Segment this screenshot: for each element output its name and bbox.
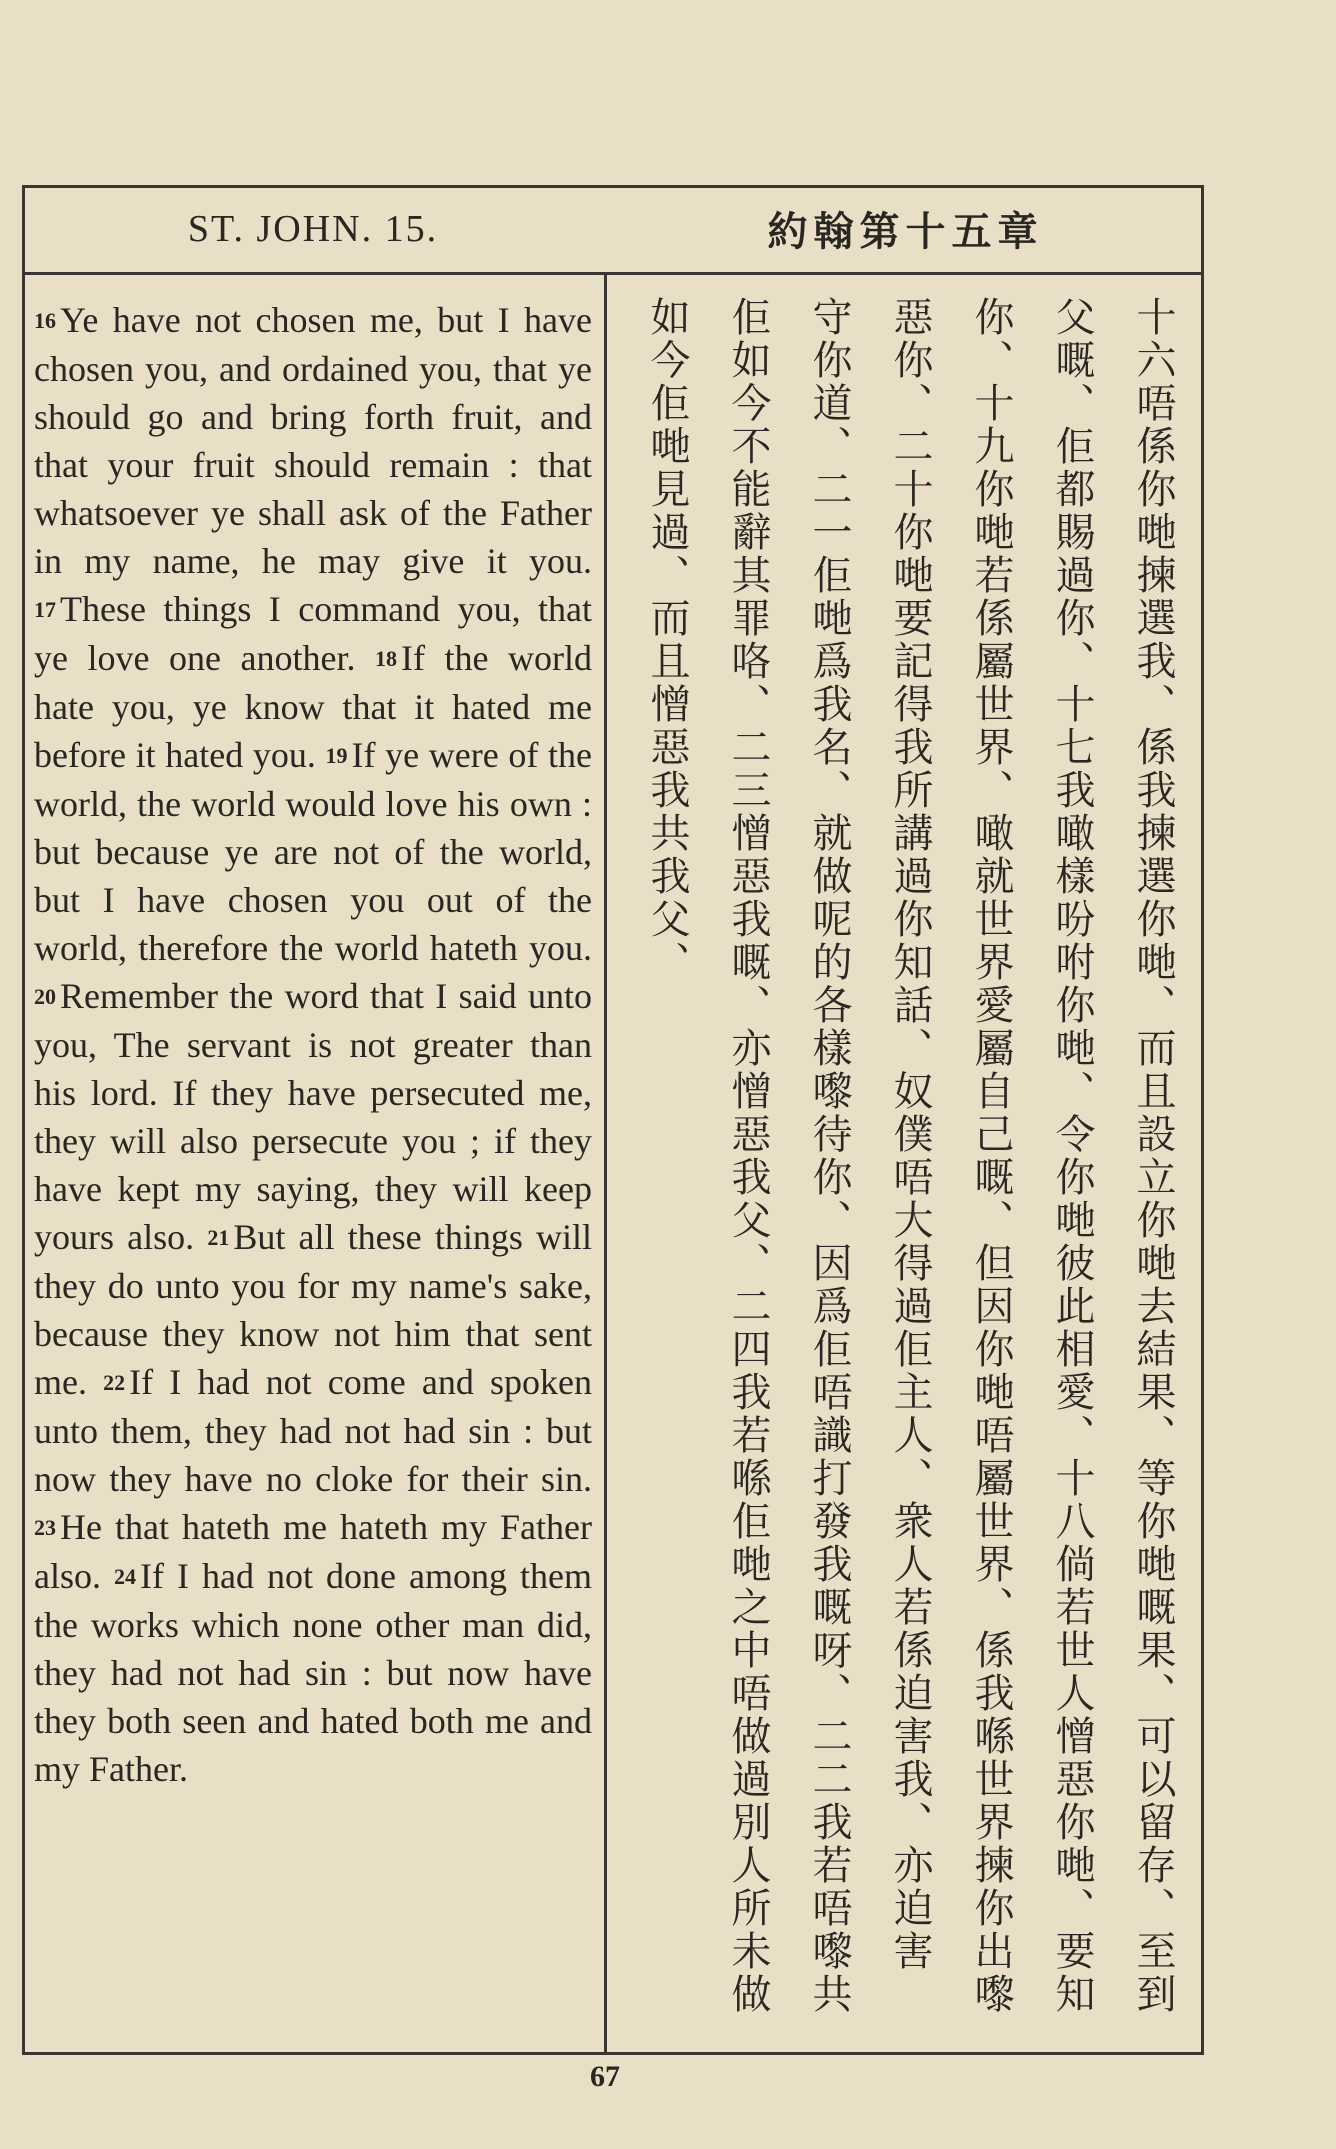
verse-text: He that hateth me hateth my Father also. xyxy=(34,1507,592,1596)
verse-number: 22 xyxy=(103,1370,126,1395)
verse-number: 23 xyxy=(34,1515,56,1540)
page-number: 67 xyxy=(590,2060,620,2093)
english-header-title: ST. JOHN. 15. xyxy=(187,207,439,250)
verse-16 xyxy=(34,300,592,581)
chinese-line-3: 你、十九你哋若係屬世界、噉就世界愛屬自己嘅、但因你哋唔屬世界、係我喺世界揀你出嚟 xyxy=(968,296,1014,2016)
verse-text: If ye were of the world, the world would love his own : but because ye are not of the world, but I have chosen you out of the world, therefore the world hateth you. xyxy=(34,735,592,968)
verse-number: 21 xyxy=(207,1225,230,1250)
verse-text: Remember the word that I said unto you, The servant is not greater than his lord. If they have persecuted me, they will also persecute you ; if they have kept my saying, they will keep yours also. xyxy=(34,976,592,1257)
verse-number: 19 xyxy=(325,743,348,768)
verse-24 xyxy=(34,1556,592,1789)
header-rule xyxy=(22,272,1204,275)
verse-text: But all these things will they do unto you for my name's sake, because they know not him that sent me. xyxy=(34,1217,593,1402)
verse-text: If the world hate you, ye know that it hated me before it hated you. xyxy=(34,638,592,775)
chinese-line-1: 十六唔係你哋揀選我、係我揀選你哋、而且設立你哋去結果、等你哋嘅果、可以留存、至到 xyxy=(1130,296,1176,2016)
verse-text: These things I command you, that ye love one another. xyxy=(34,589,592,678)
verse-text: If I had not done among them the works which none other man did, they had not had sin : but now have they both seen and hated both me and my Father. xyxy=(34,1556,592,1789)
chinese-line-4: 惡你、二十你哋要記得我所講過你知話、奴僕唔大得過佢主人、衆人若係迫害我、亦迫害 xyxy=(887,296,933,1973)
verse-number: 24 xyxy=(114,1564,137,1589)
verse-22 xyxy=(34,1362,592,1499)
chinese-line-2: 父嘅、佢都賜過你、十七我噉樣吩咐你哋、令你哋彼此相愛、十八倘若世人憎惡你哋、要知 xyxy=(1049,296,1095,2016)
column-divider xyxy=(604,272,607,2055)
verse-text: Ye have not chosen me, but I have chosen you, and ordained you, that ye should go and bring forth fruit, and that your fruit should remain : that whatsoever ye shall ask of the Father in my name, he may give it you. xyxy=(34,300,592,581)
verse-number: 20 xyxy=(34,984,56,1009)
verse-number: 18 xyxy=(375,646,397,671)
verse-20 xyxy=(34,976,592,1257)
chinese-line-6: 佢如今不能辭其罪咯、二三憎惡我嘅、亦憎惡我父、二四我若喺佢哋之中唔做過別人所未做 xyxy=(725,296,771,2016)
verse-number: 16 xyxy=(34,308,56,333)
verse-text: If I had not come and spoken unto them, they had not had sin : but now they have no cloke for their sin. xyxy=(34,1362,593,1499)
chinese-text-column xyxy=(630,296,1190,2036)
english-text-column xyxy=(34,296,592,1793)
chinese-header-title: 約翰第十五章 xyxy=(767,209,1044,255)
verse-number: 17 xyxy=(34,597,56,622)
chinese-line-7: 如今佢哋見過、而且憎惡我共我父、 xyxy=(644,296,690,984)
chinese-line-5: 守你道、二一佢哋爲我名、就做呢的各樣嚟待你、因爲佢唔識打發我嘅呀、二二我若唔嚟共 xyxy=(806,296,852,2016)
